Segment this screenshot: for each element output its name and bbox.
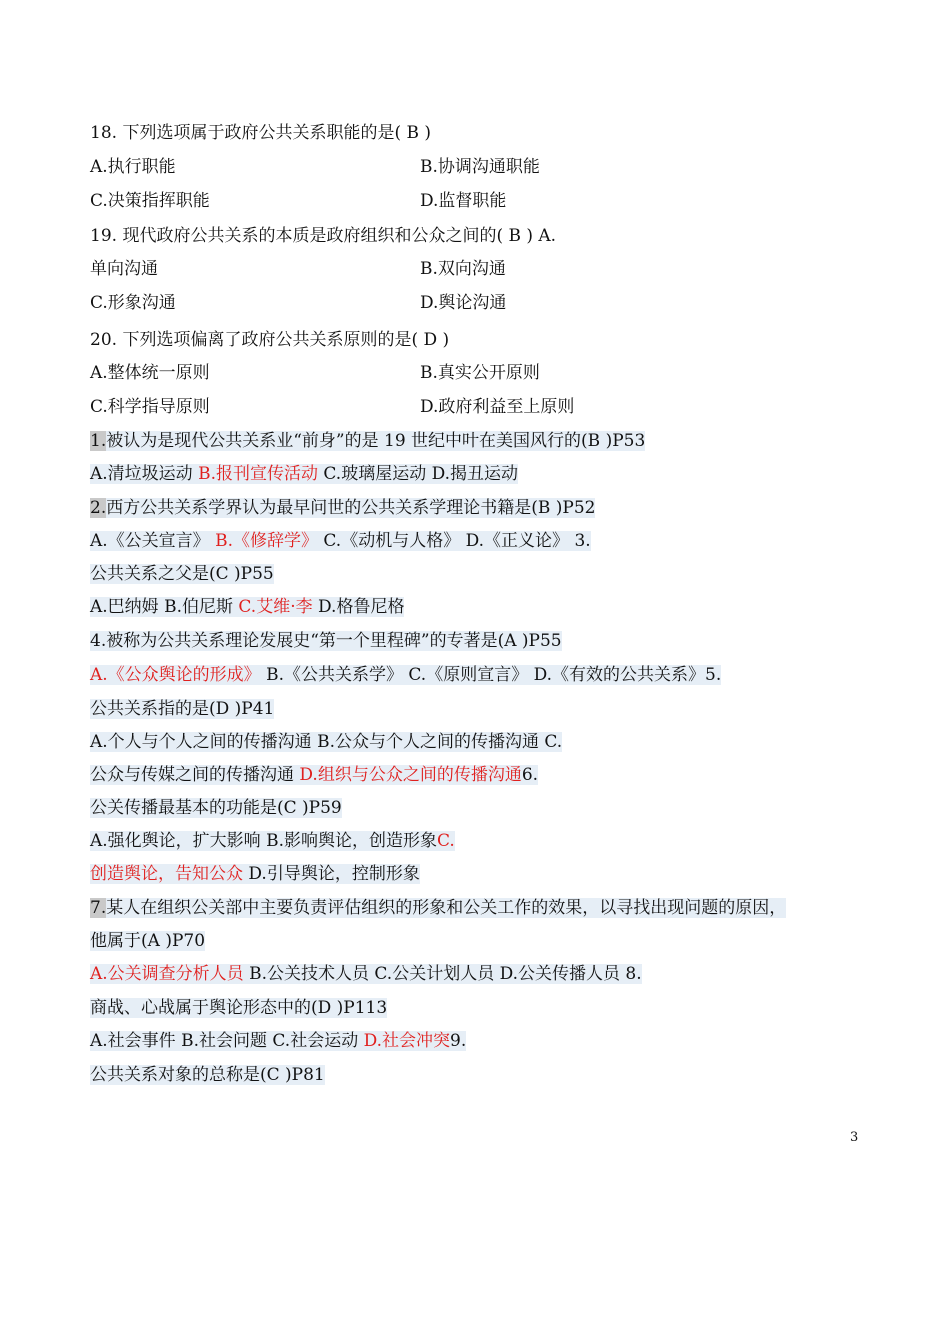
p1-options: A.清垃圾运动 B.报刊宣传活动 C.玻璃屋运动 D.揭丑运动 [90,464,519,484]
answer-b: B.《修辞学》 [215,531,318,551]
p6-options-2: 创造舆论，告知公众 D.引导舆论，控制形象 [90,864,420,884]
p7-stem-2: 他属于(A )P70 [90,931,206,951]
q19-options-ab [90,258,880,280]
p2-stem: 2.西方公共关系学界认为最早问世的公共关系学理论书籍是(B )P52 [90,498,596,518]
p5-options-1: A.个人与个人之间的传播沟通 B.公众与个人之间的传播沟通 C. [90,732,563,752]
p5-options-2: 公众与传媒之间的传播沟通 D.组织与公众之间的传播沟通6. [90,765,539,785]
option-d: D.监督职能 [420,191,507,211]
option-c: C.形象沟通 [90,293,176,313]
p8-options: A.社会事件 B.社会问题 C.社会运动 D.社会冲突9. [90,1031,467,1051]
answer-d: D.组织与公众之间的传播沟通 [299,765,522,785]
q19-options-cd [90,292,880,314]
q19-stem: 19. 现代政府公共关系的本质是政府组织和公众之间的( B ) A. [90,226,557,246]
option-b: B.双向沟通 [420,259,506,279]
answer-d: D.社会冲突 [363,1031,451,1051]
option-c: C.决策指挥职能 [90,191,210,211]
answer-c: C.艾维·李 [238,597,313,617]
option-d: D.舆论沟通 [420,293,507,313]
p6-stem: 公关传播最基本的功能是(C )P59 [90,798,342,818]
p6-options-1: A.强化舆论，扩大影响 B.影响舆论，创造形象C. [90,831,455,851]
answer-a: A.《公众舆论的形成》 [90,665,261,685]
p1-stem: 1.被认为是现代公共关系业“前身”的是 19 世纪中叶在美国风行的(B )P53 [90,431,646,451]
option-a: A.执行职能 [90,157,176,177]
answer-c: 创造舆论，告知公众 [90,864,243,884]
q20-options-cd [90,396,880,418]
option-b: B.协调沟通职能 [420,157,540,177]
answer-b: B.报刊宣传活动 [198,464,318,484]
p4-stem: 4.被称为公共关系理论发展史“第一个里程碑”的专著是(A )P55 [90,631,562,651]
q18-stem: 18. 下列选项属于政府公共关系职能的是( B ) [90,123,432,143]
p8-stem: 商战、心战属于舆论形态中的(D )P113 [90,998,388,1018]
option-a: A.整体统一原则 [90,363,210,383]
page-number: 3 [850,1130,859,1145]
p4-options: A.《公众舆论的形成》 B.《公共关系学》 C.《原则宣言》 D.《有效的公共关系》5. [90,665,722,685]
option-b: B.真实公开原则 [420,363,540,383]
answer-a: A.公关调查分析人员 [90,964,244,984]
q20-options-ab [90,362,880,384]
option-d: D.政府利益至上原则 [420,397,575,417]
q18-options-ab [90,156,880,178]
q20-stem: 20. 下列选项偏离了政府公共关系原则的是( D ) [90,330,450,350]
q18-options-cd [90,190,880,212]
p2-options: A.《公关宣言》 B.《修辞学》 C.《动机与人格》 D.《正义论》 3. [90,531,591,551]
p7-options: A.公关调查分析人员 B.公关技术人员 C.公关计划人员 D.公关传播人员 8. [90,964,642,984]
p3-stem: 公共关系之父是(C )P55 [90,564,274,584]
p3-options: A.巴纳姆 B.伯尼斯 C.艾维·李 D.格鲁尼格 [90,597,405,617]
p5-stem: 公共关系指的是(D )P41 [90,699,275,719]
p9-stem: 公共关系对象的总称是(C )P81 [90,1065,325,1085]
option-c: C.科学指导原则 [90,397,210,417]
p7-stem: 7.某人在组织公关部中主要负责评估组织的形象和公关工作的效果，以寻找出现问题的原因， [90,898,787,918]
option-a: 单向沟通 [90,259,158,279]
